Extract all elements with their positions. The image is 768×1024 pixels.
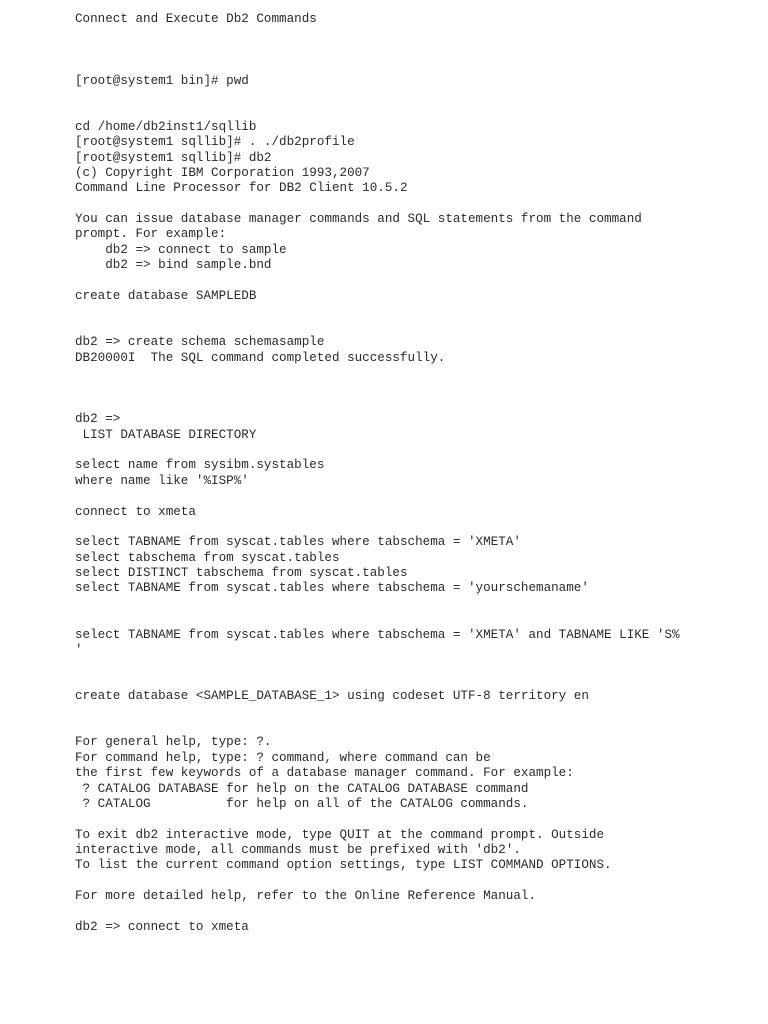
document-line bbox=[75, 58, 755, 73]
document-line: prompt. For example: bbox=[75, 227, 227, 242]
document-line: create database SAMPLEDB bbox=[75, 289, 257, 304]
document-line bbox=[75, 43, 755, 58]
document-line bbox=[75, 905, 755, 920]
document-body bbox=[75, 12, 755, 935]
document-line: Command Line Processor for DB2 Client 10.5.2 bbox=[75, 181, 408, 196]
document-line: db2 => create schema schemasample bbox=[75, 335, 325, 350]
document-line: Connect and Execute Db2 Commands bbox=[75, 12, 317, 26]
document-line: where name like '%ISP%' bbox=[75, 473, 249, 488]
document-line: You can issue database manager commands and SQL statements from the command bbox=[75, 212, 642, 227]
document-line: select TABNAME from syscat.tables where tabschema = 'XMETA' bbox=[75, 535, 521, 550]
document-line: ' bbox=[75, 643, 83, 658]
document-line: To exit db2 interactive mode, type QUIT at the command prompt. Outside bbox=[75, 827, 605, 842]
document-line bbox=[75, 397, 755, 412]
document-line bbox=[75, 674, 755, 689]
document-line: DB20000I The SQL command completed successfully. bbox=[75, 350, 446, 365]
document-line: create database <SAMPLE_DATABASE_1> using codeset UTF-8 territory en bbox=[75, 689, 589, 704]
document-line bbox=[75, 705, 755, 720]
document-line: select DISTINCT tabschema from syscat.tables bbox=[75, 566, 408, 581]
document-line bbox=[75, 658, 755, 673]
document-line: For more detailed help, refer to the Online Reference Manual. bbox=[75, 889, 537, 904]
document-line: For general help, type: ?. bbox=[75, 735, 272, 750]
document-line: db2 => bind sample.bnd bbox=[75, 258, 272, 273]
document-line: LIST DATABASE DIRECTORY bbox=[75, 427, 257, 442]
document-line: For command help, type: ? command, where command can be bbox=[75, 750, 491, 765]
document-line bbox=[75, 304, 755, 319]
document-line bbox=[75, 89, 755, 104]
document-line bbox=[75, 720, 755, 735]
document-line: select TABNAME from syscat.tables where tabschema = 'yourschemaname' bbox=[75, 581, 589, 596]
document-line: select name from sysibm.systables bbox=[75, 458, 325, 473]
document-line: interactive mode, all commands must be prefixed with 'db2'. bbox=[75, 843, 521, 858]
document-line: the first few keywords of a database manager command. For example: bbox=[75, 766, 574, 781]
document-line: [root@system1 bin]# pwd bbox=[75, 73, 249, 88]
document-line: connect to xmeta bbox=[75, 504, 196, 519]
document-line: db2 => bbox=[75, 412, 121, 427]
document-line: ? CATALOG for help on all of the CATALOG commands. bbox=[75, 796, 529, 811]
document-line: db2 => connect to sample bbox=[75, 242, 287, 257]
document-line: select tabschema from syscat.tables bbox=[75, 550, 340, 565]
document-line: db2 => connect to xmeta bbox=[75, 920, 249, 935]
document-line bbox=[75, 874, 755, 889]
document-line bbox=[75, 443, 755, 458]
document-line bbox=[75, 274, 755, 289]
document-line bbox=[75, 520, 755, 535]
document-line bbox=[75, 812, 755, 827]
document-line bbox=[75, 104, 755, 119]
document-line: (c) Copyright IBM Corporation 1993,2007 bbox=[75, 165, 370, 180]
document-line: [root@system1 sqllib]# . ./db2profile bbox=[75, 135, 355, 150]
document-line bbox=[75, 489, 755, 504]
document-line bbox=[75, 366, 755, 381]
document-line: select TABNAME from syscat.tables where tabschema = 'XMETA' and TABNAME LIKE 'S% bbox=[75, 627, 680, 642]
document-line bbox=[75, 381, 755, 396]
document-line: To list the current command option settings, type LIST COMMAND OPTIONS. bbox=[75, 858, 612, 873]
document-line: cd /home/db2inst1/sqllib bbox=[75, 119, 257, 134]
document-line bbox=[75, 612, 755, 627]
document-line bbox=[75, 27, 755, 42]
document-line: ? CATALOG DATABASE for help on the CATALOG DATABASE command bbox=[75, 781, 529, 796]
document-line: [root@system1 sqllib]# db2 bbox=[75, 150, 272, 165]
document-line bbox=[75, 597, 755, 612]
document-line bbox=[75, 197, 755, 212]
document-line bbox=[75, 320, 755, 335]
